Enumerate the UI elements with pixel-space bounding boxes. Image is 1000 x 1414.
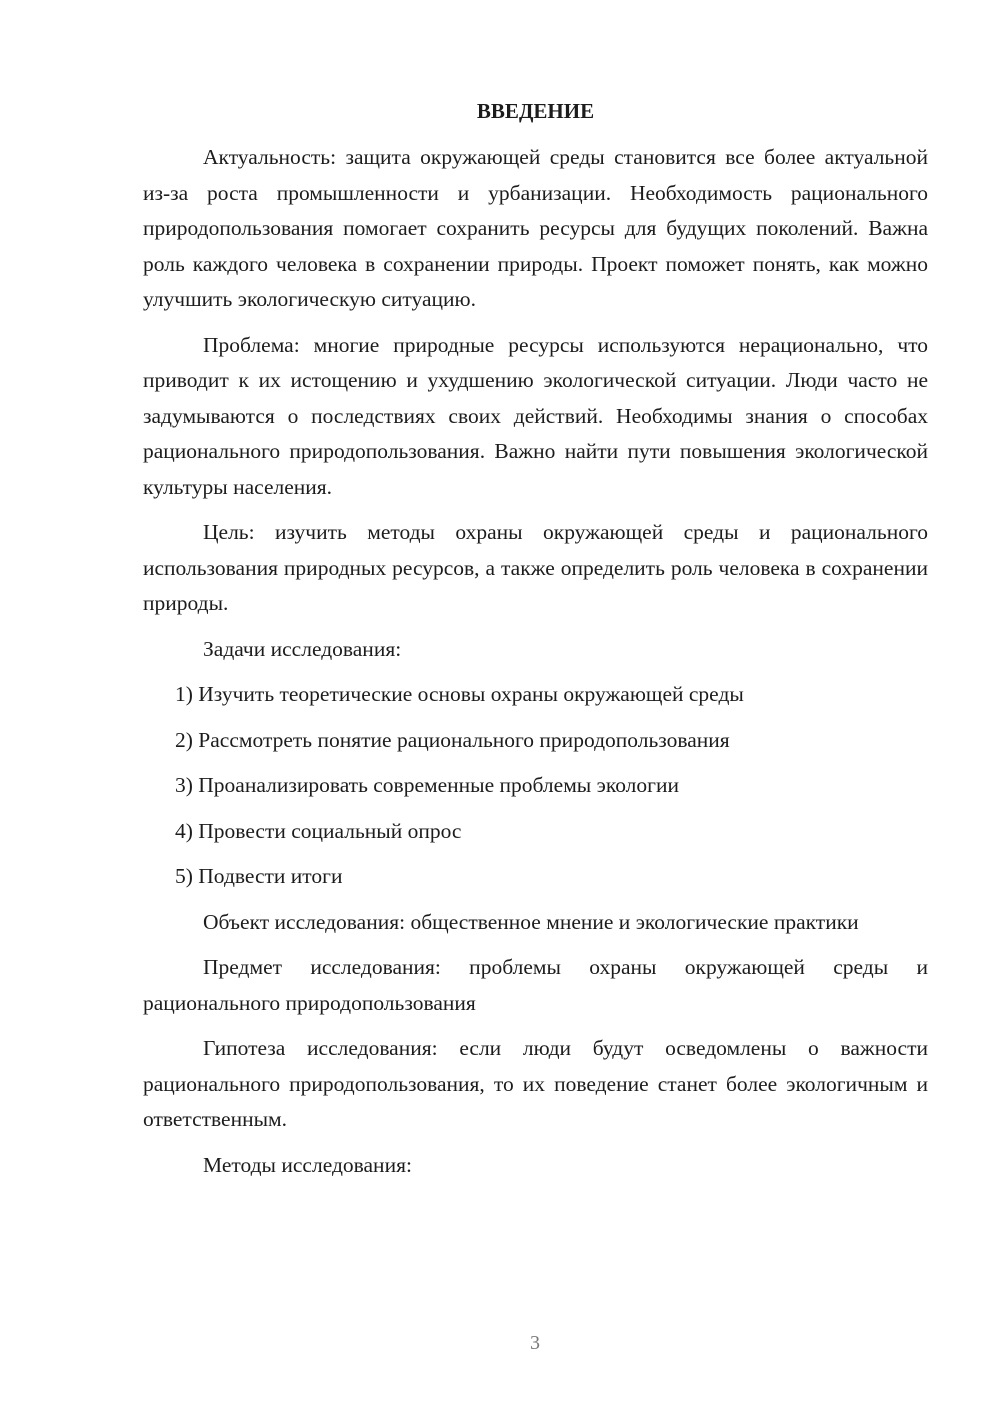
page-number: 3 [530, 1332, 540, 1354]
list-item: 2) Рассмотреть понятие рационального природопользования [175, 727, 730, 752]
methods-heading: Методы исследования: [203, 1152, 412, 1177]
paragraph-subject: Предмет исследования: проблемы охраны окружающей среды и рационального природопользования [143, 955, 928, 1015]
list-item: 4) Провести социальный опрос [175, 818, 462, 843]
paragraph-hypothesis: Гипотеза исследования: если люди будут осведомлены о важности рационального природопользования, то их поведение станет более экологичным и ответственным. [143, 1036, 928, 1131]
list-item: 5) Подвести итоги [175, 864, 343, 888]
tasks-heading: Задачи исследования: [203, 636, 402, 661]
paragraph-relevance: Актуальность: защита окружающей среды становится все более актуальной из-за роста промышленности и урбанизации. Необходимость рационального природопользования помогает сохранить ресурсы для будущих поколений. Важна роль каждого человека в сохранении природы. Проект поможет понять, как можно улучшить экологическую ситуацию. [143, 145, 928, 311]
paragraph-problem: Проблема: многие природные ресурсы используются нерационально, что приводит к их истощению и ухудшению экологической ситуации. Люди часто не задумываются о последствиях своих действий. Необходимы знания о способах рационального природопользования. Важно найти пути повышения экологической культуры населения. [143, 332, 928, 499]
page-content [143, 94, 928, 1193]
page-title: ВВЕДЕНИЕ [476, 99, 595, 123]
list-item: 1) Изучить теоретические основы охраны окружающей среды [175, 682, 744, 706]
list-item: 3) Проанализировать современные проблемы экологии [175, 773, 679, 797]
paragraph-object: Объект исследования: общественное мнение и экологические практики [203, 909, 859, 934]
paragraph-goal: Цель: изучить методы охраны окружающей среды и рационального использования природных ресурсов, а также определить роль человека в сохранении природы. [143, 520, 928, 615]
tasks-list [143, 677, 928, 895]
